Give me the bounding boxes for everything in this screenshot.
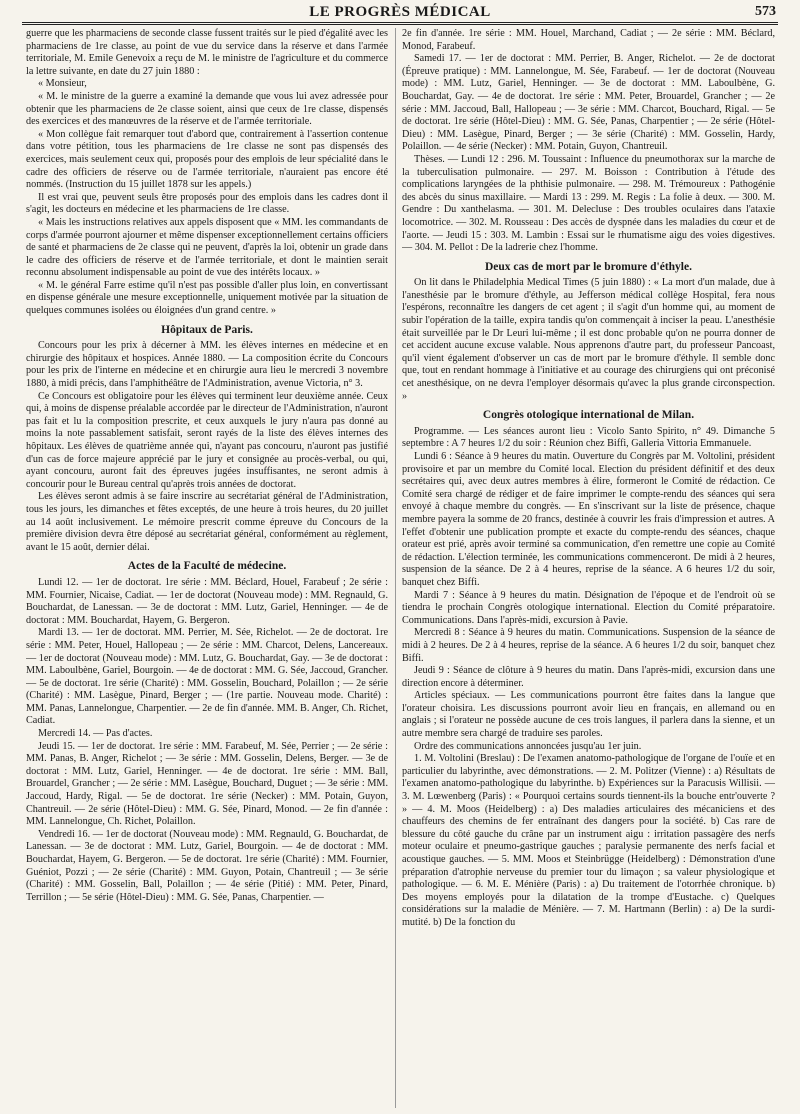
column-divider	[395, 28, 396, 1108]
paragraph: Il est vrai que, peuvent seuls être proposés pour des emplois dans les cadres dont il s'agit, les docteurs en médecine et les pharmaciens de 1re classe.	[26, 191, 388, 216]
paragraph: Lundi 12. — 1er de doctorat. 1re série : MM. Béclard, Houel, Farabeuf ; 2e série : MM. Fournier, Nicaise, Cadiat. — 1er de doctorat (Nouveau mode) : MM. Regnauld, G. Bouchardat, de Lanessan. — 3e de doctorat : MM. Lutz, Gariel, Henninger. — 4e de doctorat : MM. Bouchardat, Hayem, G. Bergeron.	[26, 576, 388, 626]
right-column	[402, 28, 775, 1110]
paragraph: « M. le ministre de la guerre a examiné la demande que vous lui avez adressée pour obtenir que les pharmaciens de 2e classe soient, ainsi que ceux de 1re classe, dispensés des exercices et des manœuvres de la réserve et de l'armée territoriale.	[26, 90, 388, 128]
header-rule	[22, 22, 778, 23]
paragraph: Articles spéciaux. — Les communications pourront être faites dans la langue que l'orateur choisira. Les discussions pourront avoir lieu en français, en allemand ou en anglais ; si l'orateur ne possède aucune de ces trois langues, il parlera dans la sienne, et un autre membre sera chargé de traduire ses paroles.	[402, 690, 775, 740]
paragraph: Thèses. — Lundi 12 : 296. M. Toussaint : Influence du pneumothorax sur la marche de la tuberculisation pulmonaire. — 297. M. Boisson : Contribution à l'étude des complications laryngées de la phthisie pulmonaire. — 298. M. Trémoureux : Pathogénie des abcès du sinus maxillaire. — Mardi 13 : 299. M. Regis : La folie à deux. — 300. M. Gendre : Du xanthelasma. — 301. M. Delecluse : Des troubles oculaires dans l'ataxie locomotrice. — 302. M. Rousseau : Des accès de dyspnée dans les maladies du cœur et de l'aorte. — Jeudi 15 : 303. M. Lambin : Essai sur le rhumatisme aigu des voies digestives. — 304. M. Pellot : De la ladrerie chez l'homme.	[402, 153, 775, 254]
paragraph: Programme. — Les séances auront lieu : Vicolo Santo Spirito, n° 49. Dimanche 5 septembre : A 7 heures 1/2 du soir : Réunion chez Biffi, Galleria Vittoria Emmanuele.	[402, 425, 775, 450]
paragraph: guerre que les pharmaciens de seconde classe fussent traités sur le pied d'égalité avec les pharmaciens de 1re classe, au point de vue du service dans la réserve et dans l'armée territoriale, M. Emile Genevoix a reçu de M. le ministre de l'agriculture et du commerce la lettre suivante, en date du 27 juin 1880 :	[26, 28, 388, 77]
header-rule-secondary	[22, 24, 778, 25]
paragraph: Mardi 7 : Séance à 9 heures du matin. Désignation de l'époque et de l'endroit où se tiendra le prochain Congrès otologique international. Election du Comité préparatoire. Communications. Dans l'après-midi, excursion à Pavie.	[402, 589, 775, 626]
page-header	[0, 0, 800, 22]
page-number: 573	[755, 4, 776, 19]
paragraph: Jeudi 15. — 1er de doctorat. 1re série : MM. Farabeuf, M. Sée, Perrier ; — 2e série : MM. Panas, B. Anger, Richelot ; — 3e série : MM. Gosselin, Delens, Berger. — 3e de doctorat : MM. Lutz, Gariel, Henninger. — 4e de doctorat. 1re série : MM. Ball, Brouardel, Grancher ; — 2e série : MM. Lasègue, Bouchard, Duguet ; — 3e série : MM. Jaccoud, Hardy, Rigal. — 5e de doctorat. 1re série (Necker) : MM. Potain, Guyon, Chantreuil. — 2e série (Hôtel-Dieu) : MM. G. Sée, Pinard, Monod. — 2e fin d'année : MM. Lannelongue, Ch. Richet, Polaillon.	[26, 740, 388, 828]
paragraph: Lundi 6 : Séance à 9 heures du matin. Ouverture du Congrès par M. Voltolini, président provisoire et par un membre du Comité local. Election du président définitif et des deux secrétaires qui, avec deux autres membres à élire, formeront le Comité de rédaction. Ce Comité sera chargé de rédiger et de faire imprimer le compte-rendu des séances qui sera envoyé à chaque membre du congrès. — En s'inscrivant sur la liste de présence, chaque membre payera la somme de 20 francs, destinée à couvrir les frais d'impression et autres. A l'effet d'obtenir une publication prompte et exacte du compte-rendu des séances, chaque orateur est prié, après avoir terminé sa communication, d'en remettre une copie au Comité de rédaction. L'élection terminée, les communications commenceront. De midi à 2 heures, suspension de la séance. De 2 à 4 heures, reprise de la séance. A 6 heures 1/2 du soir, banquet chez Biffi.	[402, 451, 775, 588]
section-heading-deux-cas: Deux cas de mort par le bromure d'éthyle.	[485, 260, 692, 273]
paragraph: Mercredi 8 : Séance à 9 heures du matin. Communications. Suspension de la séance de midi à 2 heures. De 2 à 4 heures, reprise de la séance. A 6 heures 1/2 du soir, banquet chez Biffi.	[402, 627, 775, 664]
paragraph: « Mon collègue fait remarquer tout d'abord que, contrairement à l'assertion contenue dans votre pétition, tous les pharmaciens de 1re classe ne sont pas dispensés des exercices, mais seulement ceux qui, proposés pour des emplois de leur spécialité dans le cadre des officiers de réserve ou de l'armée territoriale, n'auraient pas encore été nommés. (Instruction du 15 juillet 1878 sur les appels.)	[26, 128, 388, 191]
section-heading-actes: Actes de la Faculté de médecine.	[127, 560, 287, 573]
paragraph: Samedi 17. — 1er de doctorat : MM. Perrier, B. Anger, Richelot. — 2e de doctorat (Épreuve pratique) : MM. Lannelongue, M. Sée, Farabeuf. — 1er de doctorat (Nouveau mode) : MM. Lutz, Gariel, Henninger. — 3e de doctorat : MM. Laboulbène, G. Bouchardat, Gay. — 4e de doctorat. 1re série : MM. Peter, Brouardel, Grancher ; — 2e série : MM. Jaccoud, Ball, Hallopeau ; — 3e série : MM. Charcot, Bouchard, Rigal. — 5e de doctorat. 1re série (Hôtel-Dieu) : MM. G. Sée, Panas, Charpentier ; — 2e série (Hôtel-Dieu) : MM. Lasègue, Pinard, Berger ; — 3e série (Charité) : MM. Gosselin, Hardy, Polaillon. — 4e série (Necker) : MM. Potain, Guyon, Chantreuil.	[402, 53, 775, 153]
paragraph: « M. le général Farre estime qu'il n'est pas possible d'aller plus loin, en convertissant en dispense générale une mesure exceptionnelle, uniquement motivée par la situation de quelques communes isolées ou éloignées d'un grand centre. »	[26, 279, 388, 317]
paragraph: 1. M. Voltolini (Breslau) : De l'examen anatomo-pathologique de l'organe de l'ouïe et en particulier du labyrinthe, avec démonstrations. — 2. M. Politzer (Vienne) : a) Résultats de l'examen anatomo-pathologique du labyrinthe. b) Expériences sur la Paracusis Willisii. — 3. M. Lœwenberg (Paris) : « Pourquoi certains sourds tiennent-ils la bouche entr'ouverte ? » — 4. M. Moos (Heidelberg) : a) Des maladies articulaires des mécaniciens et des chauffeurs des chemins de fer entraînant des dangers pour la société. b) Cas rare de blessure du côté gauche du crâne par un instrument aigu : irritation passagère des nerfs moteur oculaire et pneumo-gastrique gauches ; paralysie permanente des nerfs facial et acoustique gauches. — 5. MM. Moos et Steinbrügge (Heidelberg) : Démonstration d'une préparation d'atrophie nerveuse du premier tour du limaçon ; sa valeur physiologique et pathologique. — 6. M. E. Ménière (Paris) : a) Du traitement de l'otorrhée chronique. b) Des moyens employés pour la dilatation de la trompe d'Eustache. c) Quelques considérations sur la maladie de Ménière. — 7. M. Hartmann (Berlin) : a) De la surdi-mutité. b) De la fonction du	[402, 753, 775, 928]
paragraph: « Mais les instructions relatives aux appels disposent que « MM. les commandants de corps d'armée pourront ajourner et même dispenser exceptionnellement certains officiers de santé et pharmaciens de 2e classe qui ne peuvent, d'après la loi, obtenir un grade dans le cadre des officiers de réserve et de l'armée territoriale, et dont le maintien serait reconnu absolument indispensable au point de vue des intérêts locaux. »	[26, 216, 388, 279]
paragraph: Mardi 13. — 1er de doctorat. MM. Perrier, M. Sée, Richelot. — 2e de doctorat. 1re série : MM. Peter, Houel, Hallopeau ; — 2e série : MM. Charcot, Delens, Lancereaux. — 1er de doctorat (Nouveau mode) : MM. Lutz, G. Bouchardat, Gay. — 3e de doctorat : MM. Laboulbène, Gariel, Bourgoin. — 4e de doctorat : MM. G. Sée, Jaccoud, Grancher. — 5e de doctorat. 1re série (Charité) : MM. Gosselin, Bouchard, Polaillon ; — 2e série (Charité) : MM. Lasègue, Pinard, Berger ; — (1re partie. Nouveau mode. Charité) : MM. Panas, Lannelongue, Charpentier. — 2e de fin d'année. MM. B. Anger, Ch. Richet, Cadiat.	[26, 627, 388, 727]
section-heading-congres: Congrès otologique international de Milan.	[482, 409, 695, 422]
paragraph: Les élèves seront admis à se faire inscrire au secrétariat général de l'Administration, tous les jours, les dimanches et fêtes exceptés, de une heure à trois heures, du 20 juillet au 14 août inclusivement. Le mémoire prescrit comme épreuve du Concours de la première division devra être déposé au secrétariat général, conformément au règlement, avant le 15 août, dernier délai.	[26, 491, 388, 553]
paragraph: « Monsieur,	[38, 78, 87, 90]
paragraph: Ordre des communications annoncées jusqu'au 1er juin.	[414, 740, 642, 752]
paragraph: Jeudi 9 : Séance de clôture à 9 heures du matin. Dans l'après-midi, excursion dans une direction encore à déterminer.	[402, 665, 775, 689]
left-column	[26, 28, 388, 1110]
paragraph: 2e fin d'année. 1re série : MM. Houel, Marchand, Cadiat ; — 2e série : MM. Béclard, Monod, Farabeuf.	[402, 28, 775, 52]
paragraph: Concours pour les prix à décerner à MM. les élèves internes en médecine et en chirurgie des hôpitaux et hospices. Année 1880. — La composition écrite du Concours pour les prix de l'interne en médecine et en chirurgie aura lieu le mercredi 3 novembre 1880, à midi précis, dans l'amphithéâtre de l'Administration, avenue Victoria, n° 3.	[26, 340, 388, 390]
paragraph: On lit dans le Philadelphia Medical Times (5 juin 1880) : « La mort d'un malade, due à l'anesthésie par le bromure d'éthyle, au Jefferson médical collège Hospital, fera nous l'espérons, reconnaître les dangers de cet agent ; il s'agit d'un homme qui, au moment de subir l'opération de la taille, expira tandis qu'on commençait à inciser la peau. L'anesthésie était surveillée par le Dr Leuri lui-même ; il est donc probable qu'on ne pourra donner de cet accident aucune excuse valable. Nous apprenons d'autre part, du professeur Pancoast, qu'il vient également d'observer un cas de mort par le bromure d'éthyle. Il semble donc que, tout en rendant hommage à l'initiative et au courage des chirurgiens qui ont préconisé cet anesthésique, on ne devra l'employer désormais qu'avec la plus grande circonspection. »	[402, 277, 775, 402]
paragraph: Ce Concours est obligatoire pour les élèves qui terminent leur deuxième année. Ceux qui, à moins de dispense préalable accordée par le directeur de l'Administration, n'auront pas fait et lu la composition prescrite, et ceux auxquels le jury n'aura pas donné au moins la note passablement satisfait, seront rayés de la liste des élèves internes des hôpitaux. Les élèves de quatrième année qui, n'ayant pas concouru, n'auront pas justifié d'un cas de force majeure apprécié par le jury et consignée au procès-verbal, ou qui, ayant concouru, auront fait des épreuves jugées insuffisantes, ne seront admis à concourir pour le Bureau central qu'après trois années de doctorat.	[26, 390, 388, 490]
paragraph: Vendredi 16. — 1er de doctorat (Nouveau mode) : MM. Regnauld, G. Bouchardat, de Lanessan. — 3e de doctorat : MM. Lutz, Gariel, Bourgoin. — 4e de doctorat : MM. Bouchardat, Hayem, G. Bergeron. — 5e de doctorat. 1re série (Charité) : MM. Fournier, Guéniot, Pozzi ; — 2e série (Charité) : MM. Guyon, Potain, Chantreuil ; — 3e série (Charité) : MM. Gosselin, Ball, Polaillon ; — 4e série (Pitié) : MM. Peter, Pinard, Terrillon ; — 5e série (Hôtel-Dieu) : MM. G. Sée, Panas, Charpentier. —	[26, 828, 388, 903]
paragraph: Mercredi 14. — Pas d'actes.	[38, 728, 153, 740]
section-heading-hopitaux: Hôpitaux de Paris.	[161, 323, 253, 336]
journal-title: LE PROGRÈS MÉDICAL	[309, 4, 491, 20]
